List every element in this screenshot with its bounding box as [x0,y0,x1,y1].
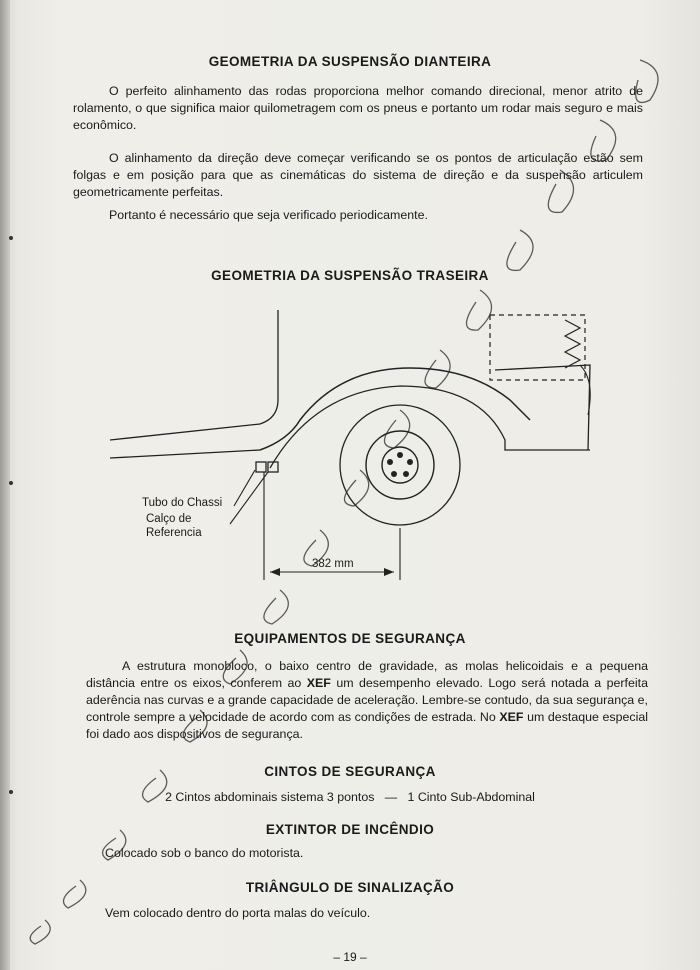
model-name-xef: XEF [499,710,524,724]
body-side-line [110,310,278,440]
heading-front-suspension: GEOMETRIA DA SUSPENSÃO DIANTEIRA [208,54,492,69]
page-number: – 19 – [333,950,367,964]
label-reference-chock-line1: Calço de [146,513,192,525]
reference-block [256,462,266,472]
safety-text-part3: um destaque especial foi dado aos dispositivos de segurança. [86,710,648,741]
tire-outline [340,405,460,525]
rear-bumper-outline [495,365,590,450]
heading-warning-triangle: TRIÂNGULO DE SINALIZAÇÃO [245,880,455,895]
warning-triangle-description: Vem colocado dentro do porta malas do veículo. [105,906,371,920]
coil-spring-icon [565,320,580,368]
binding-hole [9,236,13,240]
rear-suspension-drawing [110,290,630,590]
heading-rear-suspension: GEOMETRIA DA SUSPENSÃO TRASEIRA [211,268,489,283]
sill-line [110,450,260,458]
spring-outline-dashed [490,315,585,380]
rear-suspension-diagram [110,290,630,590]
label-chassis-tube: Tubo do Chassi [142,497,223,509]
paragraph-steering-alignment: O alinhamento da direção deve começar verificando se os pontos de articulação estão sem folgas e em posição para que as cinemáticas do sistema de direção e da suspensão articulem geometricamente perfeitas. [73,151,643,199]
binding-hole [9,481,13,485]
paragraph-periodic-check: Portanto é necessário que seja verificado periodicamente. [109,208,428,222]
safety-text-part2: um desempenho elevado. Logo será notada a perfeita aderência nas curvas e a grande capacidade de aceleração. Lembre-se contudo, da sua segurança e, controle sempre a velocidade de acordo com as condições de estrada. No [86,676,648,724]
leader-line-tube [234,470,255,506]
dimension-label: 382 mm [312,558,354,570]
heading-safety-equipment: EQUIPAMENTOS DE SEGURANÇA [234,631,466,646]
fire-extinguisher-description: Colocado sob o banco do motorista. [105,846,304,860]
label-reference-chock-line2: Referencia [146,527,202,539]
paragraph-safety-equipment [86,658,648,743]
paragraph-alignment-benefits: O perfeito alinhamento das rodas proporciona melhor comando direcional, menor atrito de rolamento, o que significa maior quilometragem com os pneus e portanto um rodar mais seguro e mais econômico. [73,84,643,132]
safety-text-part1: A estrutura monobloco, o baixo centro de gravidade, as molas helicoidais e a pequena distância entre os eixos, conferem ao [86,659,648,690]
wheel-arch-inner [270,386,590,468]
model-name-xef: XEF [306,676,331,690]
heading-fire-extinguisher: EXTINTOR DE INCÊNDIO [265,822,435,837]
heading-seat-belts: CINTOS DE SEGURANÇA [264,764,436,779]
seat-belts-description: 2 Cintos abdominais sistema 3 pontos — 1 Cinto Sub-Abdominal [165,790,535,804]
wheel-rim [366,431,434,499]
